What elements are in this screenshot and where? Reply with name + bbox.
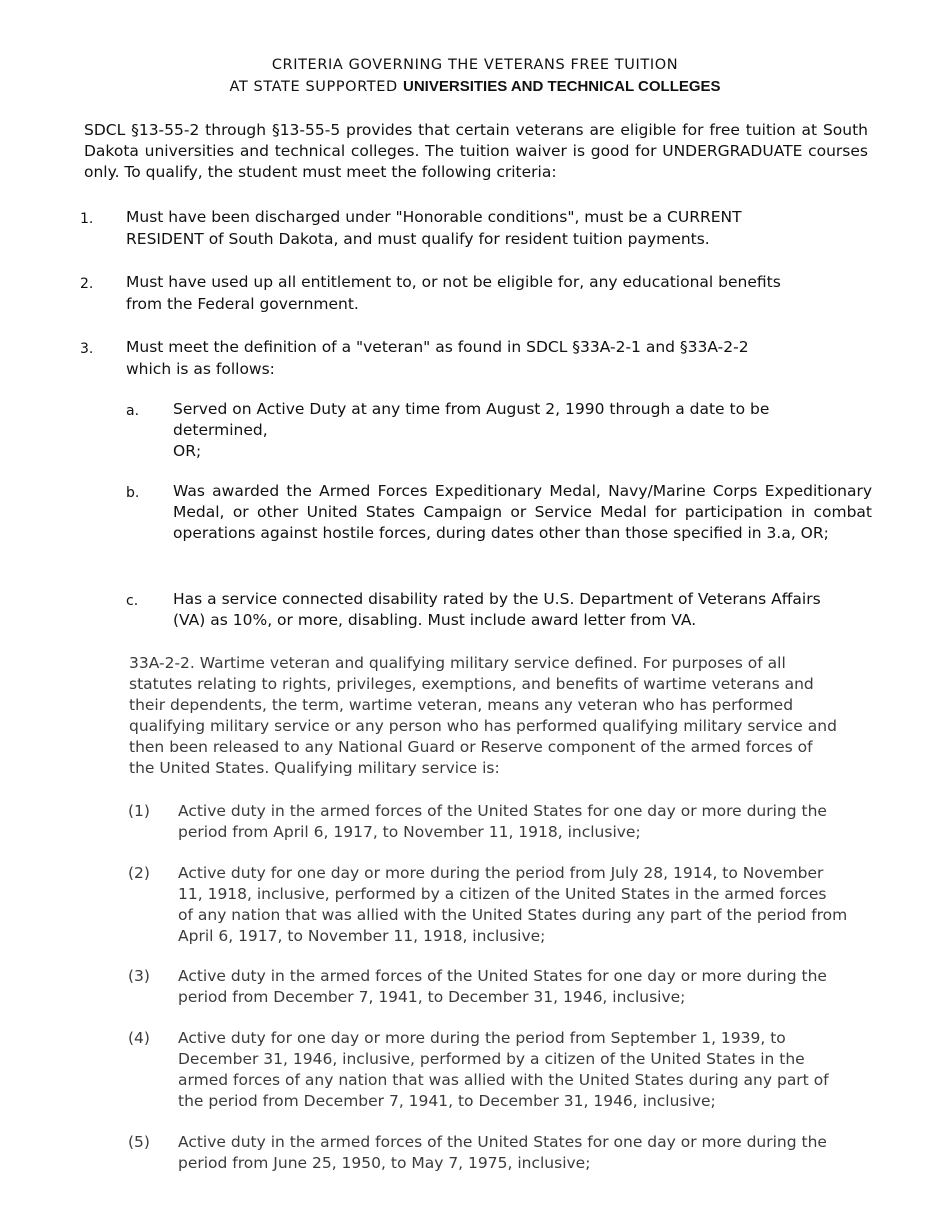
sub-criteria-letter: b. (126, 485, 140, 501)
service-line: period from April 6, 1917, to November 11, 1918, inclusive; (178, 823, 641, 841)
criteria-item (80, 271, 840, 315)
statute-line: 33A-2-2. Wartime veteran and qualifying military service defined. For purposes of all (129, 654, 786, 672)
service-item (128, 863, 888, 947)
service-line: Active duty in the armed forces of the United States for one day or more during the (178, 802, 827, 820)
sub-criteria-item (126, 481, 872, 544)
service-line: Active duty for one day or more during the period from September 1, 1939, to (178, 1029, 786, 1047)
title-bold: UNIVERSITIES AND TECHNICAL COLLEGES (403, 78, 721, 95)
statute-line: statutes relating to rights, privileges, exemptions, and benefits of wartime veterans and (129, 675, 814, 693)
service-item (128, 966, 888, 1008)
criteria-number: 2. (80, 276, 94, 292)
service-line: Active duty for one day or more during the period from July 28, 1914, to November (178, 864, 824, 882)
service-line: of any nation that was allied with the United States during any part of the period from (178, 906, 848, 924)
statute-line: their dependents, the term, wartime veteran, means any veteran who has performed (129, 696, 794, 714)
sub-criteria-line: determined, (173, 421, 268, 439)
statute-line: qualifying military service or any person who has performed qualifying military service and (129, 717, 837, 735)
service-number: (3) (128, 967, 150, 985)
criteria-item (80, 206, 840, 250)
sub-criteria-text: Was awarded the Armed Forces Expeditionary Medal, Navy/Marine Corps Expeditionary Medal, or other United States Campaign or Service Medal for participation in combat operations against hostile forces, during dates other than those specified in 3.a, OR; (173, 482, 872, 542)
criteria-line: which is as follows: (126, 360, 275, 378)
sub-criteria-line: OR; (173, 442, 202, 460)
criteria-number: 3. (80, 341, 94, 357)
sub-criteria-line: (VA) as 10%, or more, disabling. Must include award letter from VA. (173, 611, 697, 629)
title-prefix: AT STATE SUPPORTED (229, 79, 404, 95)
criteria-number: 1. (80, 211, 94, 227)
service-line: period from June 25, 1950, to May 7, 1975, inclusive; (178, 1154, 591, 1172)
service-line: December 31, 1946, inclusive, performed by a citizen of the United States in the (178, 1050, 805, 1068)
sub-criteria-letter: a. (126, 403, 140, 419)
criteria-line: Must meet the definition of a "veteran" as found in SDCL §33A-2-1 and §33A-2-2 (126, 338, 749, 356)
service-line: period from December 7, 1941, to December 31, 1946, inclusive; (178, 988, 686, 1006)
document-title-line-2 (0, 76, 950, 98)
service-line: Active duty in the armed forces of the United States for one day or more during the (178, 967, 827, 985)
criteria-line: Must have been discharged under "Honorable conditions", must be a CURRENT (126, 208, 742, 226)
statute-line: then been released to any National Guard or Reserve component of the armed forces of (129, 738, 813, 756)
service-line: 11, 1918, inclusive, performed by a citizen of the United States in the armed forces (178, 885, 827, 903)
statute-paragraph (129, 653, 877, 779)
service-number: (4) (128, 1029, 150, 1047)
service-number: (1) (128, 802, 150, 820)
service-line: armed forces of any nation that was allied with the United States during any part of (178, 1071, 829, 1089)
criteria-item (80, 336, 840, 380)
criteria-line: from the Federal government. (126, 295, 359, 313)
service-item (128, 1132, 888, 1174)
service-line: Active duty in the armed forces of the United States for one day or more during the (178, 1133, 827, 1151)
service-line: the period from December 7, 1941, to December 31, 1946, inclusive; (178, 1092, 716, 1110)
sub-criteria-item (126, 399, 872, 462)
document-title-line-1: CRITERIA GOVERNING THE VETERANS FREE TUITION (271, 57, 679, 73)
service-item (128, 1028, 888, 1112)
service-number: (2) (128, 864, 150, 882)
criteria-line: RESIDENT of South Dakota, and must qualify for resident tuition payments. (126, 230, 710, 248)
sub-criteria-item (126, 589, 872, 631)
sub-criteria-line: Has a service connected disability rated by the U.S. Department of Veterans Affairs (173, 590, 821, 608)
intro-paragraph: SDCL §13-55-2 through §13-55-5 provides that certain veterans are eligible for free tuition at South Dakota universities and technical colleges. The tuition waiver is good for UNDERGRADUATE courses only. To qualify, the student must meet the following criteria: (84, 121, 868, 181)
service-line: April 6, 1917, to November 11, 1918, inclusive; (178, 927, 546, 945)
statute-line: the United States. Qualifying military service is: (129, 759, 500, 777)
sub-criteria-line: Served on Active Duty at any time from August 2, 1990 through a date to be (173, 400, 770, 418)
service-number: (5) (128, 1133, 150, 1151)
service-item (128, 801, 888, 843)
criteria-line: Must have used up all entitlement to, or not be eligible for, any educational benefits (126, 273, 781, 291)
sub-criteria-letter: c. (126, 593, 139, 609)
